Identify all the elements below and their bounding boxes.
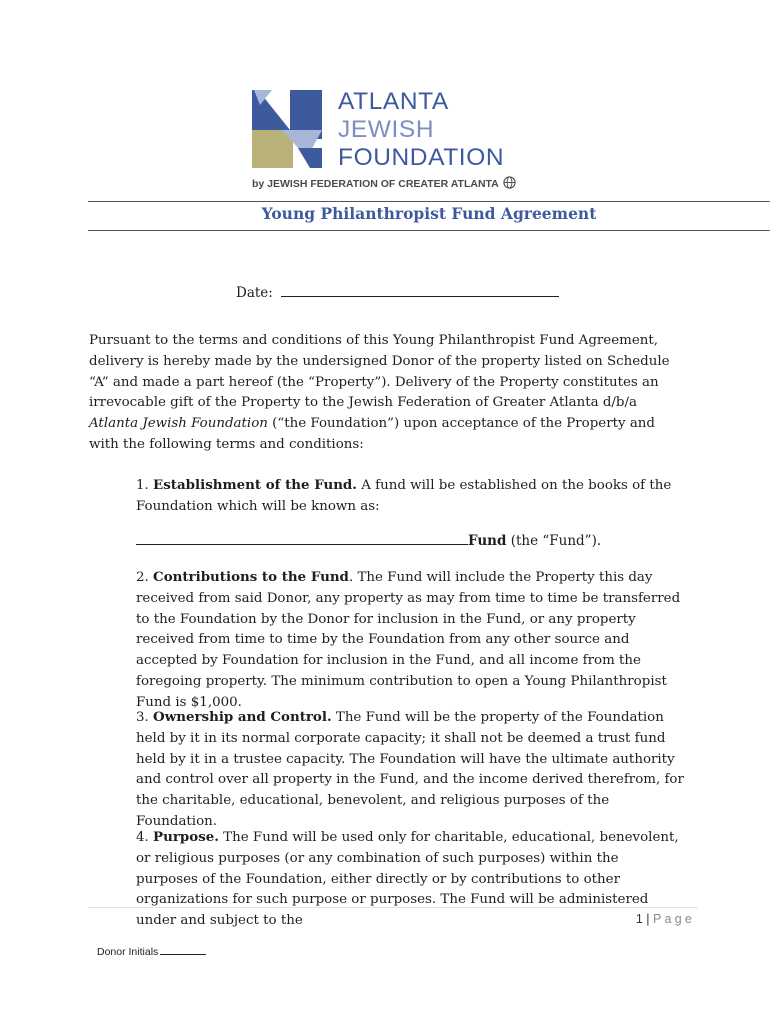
section-1 <box>136 475 684 518</box>
section-heading: Contributions to the Fund <box>153 569 349 585</box>
fund-name-blank[interactable] <box>136 532 468 545</box>
fund-name-line <box>136 532 601 549</box>
donor-initials <box>97 945 206 958</box>
intro-text-2: (“the Foundation”) upon acceptance of the Property and with the following terms and conditions: <box>89 416 656 452</box>
logo-line-atlanta: ATLANTA <box>338 88 449 115</box>
section-heading: Purpose. <box>153 829 219 845</box>
section-heading: Establishment of the Fund. <box>153 477 357 493</box>
fund-label: Fund <box>468 533 507 549</box>
page-number <box>560 912 695 926</box>
logo-line-jewish: JEWISH <box>338 116 435 143</box>
section-body: A fund will be established on the books of the Foundation which will be known as: <box>136 478 672 514</box>
title-rule-top <box>88 201 770 202</box>
section-number: 4. <box>136 830 149 845</box>
page-number-value: 1 <box>635 912 643 926</box>
fund-label-rest: (the “Fund”). <box>506 533 602 549</box>
section-body: The Fund will be used only for charitable, educational, benevolent, or religious purposes (or any combination of such purposes) within the purposes of the Foundation, either directly or by contributions to other organizations for such purpose or purposes. The Fund will be administered under and subject to the <box>136 830 679 929</box>
section-heading: Ownership and Control. <box>153 709 332 725</box>
intro-foundation-name: Atlanta Jewish Foundation <box>89 416 268 432</box>
section-number: 3. <box>136 710 149 725</box>
logo-line-foundation: FOUNDATION <box>338 144 505 171</box>
date-field <box>236 284 559 301</box>
donor-initials-blank[interactable] <box>160 945 206 955</box>
globe-icon <box>503 176 516 189</box>
page-separator: | <box>646 912 650 926</box>
logo-subline-text: by JEWISH FEDERATION OF CREATER ATLANTA <box>252 178 499 190</box>
intro-text-1: Pursuant to the terms and conditions of this Young Philanthropist Fund Agreement, delivery is hereby made by the undersigned Donor of the property listed on Schedule “A” and made a part hereof (the “Property”). Delivery of the Property constitutes an irrevocable gift of the Property to the Jewish Federation of Greater Atlanta d/b/a <box>89 333 670 411</box>
intro-paragraph <box>89 331 679 456</box>
date-blank-line[interactable] <box>281 284 559 297</box>
section-body: . The Fund will include the Property this day received from said Donor, any property as may from time to time be transferred to the Foundation by the Donor for inclusion in the Fund, or any property received from time to time by the Foundation from any other source and accepted by Foundation for inclusion in the Fund, and all income from the foregoing property. The minimum contribution to open a Young Philanthropist Fund is $1,000. <box>136 570 681 710</box>
section-body: The Fund will be the property of the Foundation held by it in its normal corporate capacity; it shall not be deemed a trust fund held by it in a trustee capacity. The Foundation will have the ultimate authority and control over all property in the Fund, and the income derived therefrom, for the charitable, educational, benevolent, and religious purposes of the Foundation. <box>136 710 684 829</box>
logo-navy-chevron <box>298 148 322 168</box>
section-number: 2. <box>136 570 149 585</box>
title-rule-bottom <box>88 230 770 231</box>
page-word: Page <box>653 912 695 926</box>
date-label: Date: <box>236 285 273 301</box>
logo-olive-square <box>252 130 293 168</box>
donor-initials-label: Donor Initials <box>97 946 159 958</box>
footer-rule <box>88 907 698 908</box>
document-title: Young Philanthropist Fund Agreement <box>261 204 597 223</box>
section-3 <box>136 707 684 833</box>
section-number: 1. <box>136 478 149 493</box>
section-2 <box>136 567 684 714</box>
logo-subline <box>252 176 516 190</box>
